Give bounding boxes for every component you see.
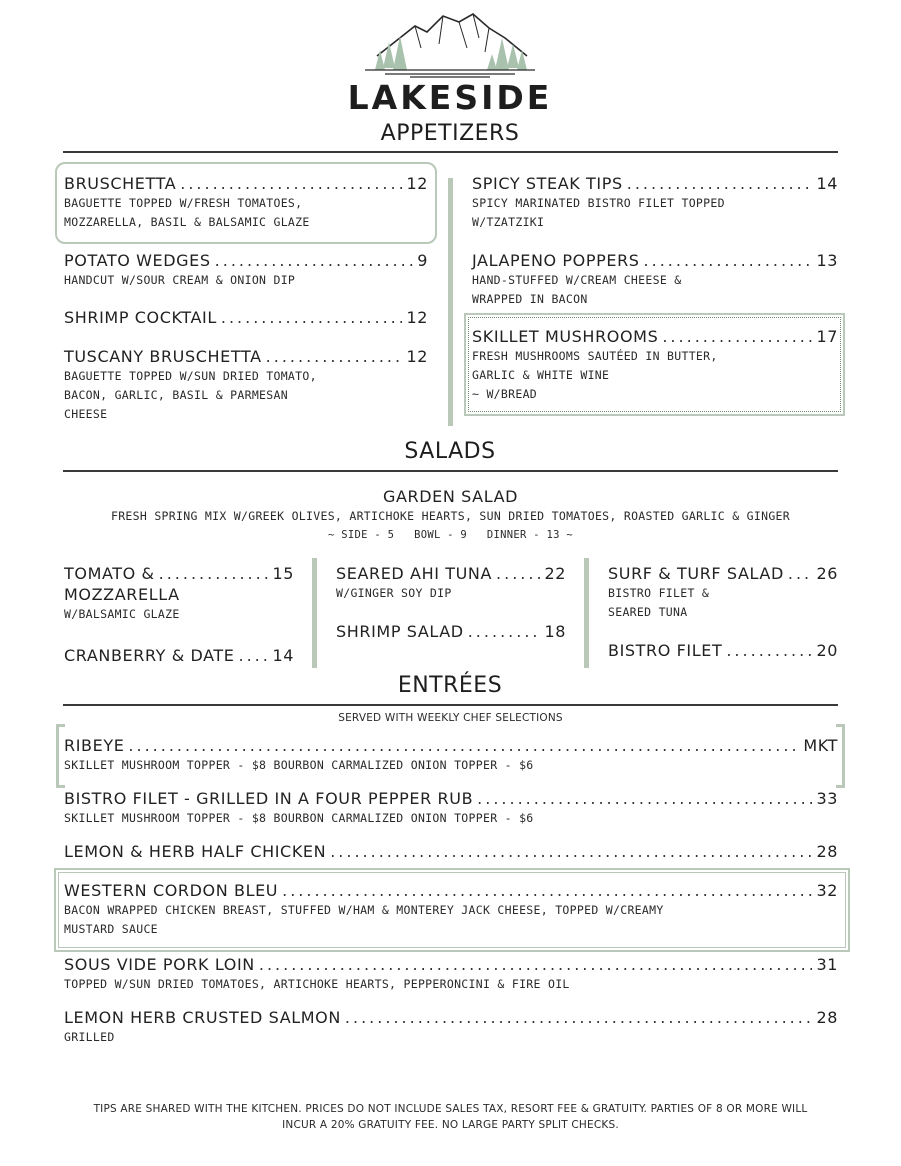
salads-rule bbox=[63, 470, 838, 472]
item-name: BRUSCHETTA bbox=[64, 174, 177, 193]
item-desc: HANDCUT W/SOUR CREAM & ONION DIP bbox=[64, 273, 296, 287]
item-desc: MOZZARELLA, BASIL & BALSAMIC GLAZE bbox=[64, 215, 310, 229]
menu-item-skillet-mushrooms bbox=[472, 326, 838, 404]
item-desc: WRAPPED IN BACON bbox=[472, 292, 588, 306]
brand-name: LAKESIDE bbox=[347, 78, 553, 117]
menu-item-surf-turf-salad bbox=[608, 563, 838, 622]
item-desc: ~ W/BREAD bbox=[472, 387, 538, 401]
item-price: 28 bbox=[816, 842, 838, 861]
item-name: SKILLET MUSHROOMS bbox=[472, 327, 659, 346]
item-name: LEMON & HERB HALF CHICKEN bbox=[64, 842, 327, 861]
item-price: 15 bbox=[272, 564, 294, 583]
appetizers-title: APPETIZERS bbox=[380, 121, 520, 146]
menu-item-bruschetta bbox=[64, 173, 428, 232]
menu-item-potato-wedges bbox=[64, 250, 428, 290]
item-name: SEARED AHI TUNA bbox=[336, 564, 493, 583]
item-desc: SPICY MARINATED BISTRO FILET TOPPED bbox=[472, 196, 725, 210]
item-name-line-2: MOZZARELLA bbox=[64, 585, 180, 604]
mountain-lake-trees-icon bbox=[355, 8, 545, 78]
menu-item-lemon-herb-salmon bbox=[64, 1007, 838, 1047]
item-name: POTATO WEDGES bbox=[64, 251, 211, 270]
item-price: 33 bbox=[816, 789, 838, 808]
item-price: MKT bbox=[803, 736, 838, 755]
item-name: TUSCANY BRUSCHETTA bbox=[64, 347, 262, 366]
menu-item-tuscany-bruschetta bbox=[64, 346, 428, 424]
item-desc: CHEESE bbox=[64, 407, 108, 421]
entrees-title: ENTRÉES bbox=[397, 673, 503, 698]
item-desc: BAGUETTE TOPPED W/FRESH TOMATOES, bbox=[64, 196, 303, 210]
footer-line-2: INCUR A 20% GRATUITY FEE. NO LARGE PARTY SPLIT CHECKS. bbox=[282, 1119, 619, 1131]
menu-item-shrimp-salad bbox=[336, 621, 566, 642]
item-name: LEMON HERB CRUSTED SALMON bbox=[64, 1008, 341, 1027]
menu-item-lemon-herb-chicken bbox=[64, 841, 838, 862]
menu-item-shrimp-cocktail bbox=[64, 307, 428, 328]
menu-item-bistro-filet bbox=[64, 788, 838, 828]
item-desc: BAGUETTE TOPPED W/SUN DRIED TOMATO, bbox=[64, 369, 317, 383]
appetizers-divider bbox=[448, 178, 453, 426]
item-price: 17 bbox=[816, 327, 838, 346]
appetizers-rule bbox=[63, 151, 838, 153]
menu-item-seared-ahi-tuna bbox=[336, 563, 566, 603]
item-desc: FRESH MUSHROOMS SAUTÉED IN BUTTER, bbox=[472, 349, 718, 363]
item-desc: FRESH SPRING MIX W/GREEK OLIVES, ARTICHOKE HEARTS, SUN DRIED TOMATOES, ROASTED GARLIC & GINGER bbox=[110, 509, 791, 523]
item-name: CRANBERRY & DATE bbox=[64, 646, 235, 665]
item-desc: W/BALSAMIC GLAZE bbox=[64, 607, 180, 621]
item-desc: BACON, GARLIC, BASIL & PARMESAN bbox=[64, 388, 288, 402]
footer-note bbox=[40, 1101, 861, 1133]
item-price: 26 bbox=[816, 564, 838, 583]
menu-item-bistro-filet-salad bbox=[608, 640, 838, 661]
menu-item-cranberry-date bbox=[64, 645, 294, 666]
item-price: 12 bbox=[406, 174, 428, 193]
item-name: WESTERN CORDON BLEU bbox=[64, 881, 279, 900]
item-price: 12 bbox=[406, 308, 428, 327]
item-price: 20 bbox=[816, 641, 838, 660]
item-name: GARDEN SALAD bbox=[382, 487, 519, 506]
item-price: 12 bbox=[406, 347, 428, 366]
item-price: 14 bbox=[272, 646, 294, 665]
item-desc: GRILLED bbox=[64, 1030, 115, 1044]
item-price: 22 bbox=[544, 564, 566, 583]
item-desc: SKILLET MUSHROOM TOPPER - $8 BOURBON CARMALIZED ONION TOPPER - $6 bbox=[64, 758, 534, 772]
footer-line-1: TIPS ARE SHARED WITH THE KITCHEN. PRICES DO NOT INCLUDE SALES TAX, RESORT FEE & GRATUITY. PARTIES OF 8 OR MORE WILL bbox=[93, 1103, 808, 1115]
item-name: SHRIMP SALAD bbox=[336, 622, 464, 641]
item-price: 14 bbox=[816, 174, 838, 193]
menu-item-tomato-mozzarella bbox=[64, 563, 294, 624]
item-desc: W/GINGER SOY DIP bbox=[336, 586, 452, 600]
item-desc: W/TZATZIKI bbox=[472, 215, 545, 229]
item-desc: TOPPED W/SUN DRIED TOMATOES, ARTICHOKE HEARTS, PEPPERONCINI & FIRE OIL bbox=[64, 977, 570, 991]
item-name: SOUS VIDE PORK LOIN bbox=[64, 955, 255, 974]
item-price: 32 bbox=[816, 881, 838, 900]
garden-salad-sizes: ~ SIDE - 5 BOWL - 9 DINNER - 13 ~ bbox=[328, 529, 573, 541]
menu-item-ribeye bbox=[64, 735, 838, 775]
item-name: SHRIMP COCKTAIL bbox=[64, 308, 217, 327]
menu-item-western-cordon-bleu bbox=[64, 880, 838, 939]
salads-divider-2 bbox=[584, 558, 589, 668]
menu-item-jalapeno-poppers bbox=[472, 250, 838, 309]
item-name: SPICY STEAK TIPS bbox=[472, 174, 623, 193]
item-name: BISTRO FILET bbox=[608, 641, 723, 660]
item-name: BISTRO FILET - GRILLED IN A FOUR PEPPER RUB bbox=[64, 789, 474, 808]
item-desc: GARLIC & WHITE WINE bbox=[472, 368, 610, 382]
item-desc: BACON WRAPPED CHICKEN BREAST, STUFFED W/HAM & MONTEREY JACK CHEESE, TOPPED W/CREAMY bbox=[64, 903, 664, 917]
item-price: 28 bbox=[816, 1008, 838, 1027]
item-price: 13 bbox=[816, 251, 838, 270]
item-price: 18 bbox=[544, 622, 566, 641]
item-desc: MUSTARD SAUCE bbox=[64, 922, 158, 936]
item-desc: BISTRO FILET & bbox=[608, 586, 710, 600]
item-desc: SKILLET MUSHROOM TOPPER - $8 BOURBON CARMALIZED ONION TOPPER - $6 bbox=[64, 811, 534, 825]
item-price: 9 bbox=[417, 251, 428, 270]
entrees-rule bbox=[63, 704, 838, 706]
menu-item-garden-salad bbox=[63, 486, 838, 545]
item-name: TOMATO & bbox=[64, 564, 155, 583]
item-desc: SEARED TUNA bbox=[608, 605, 688, 619]
item-name: RIBEYE bbox=[64, 736, 125, 755]
menu-item-sous-vide-pork-loin bbox=[64, 954, 838, 994]
item-name: JALAPENO POPPERS bbox=[472, 251, 640, 270]
salads-divider-1 bbox=[312, 558, 317, 668]
entrees-subtitle: SERVED WITH WEEKLY CHEF SELECTIONS bbox=[338, 712, 563, 724]
item-price: 31 bbox=[816, 955, 838, 974]
salads-title: SALADS bbox=[404, 439, 496, 464]
item-desc: HAND-STUFFED W/CREAM CHEESE & bbox=[472, 273, 682, 287]
item-name: SURF & TURF SALAD bbox=[608, 564, 784, 583]
menu-item-spicy-steak-tips bbox=[472, 173, 838, 232]
